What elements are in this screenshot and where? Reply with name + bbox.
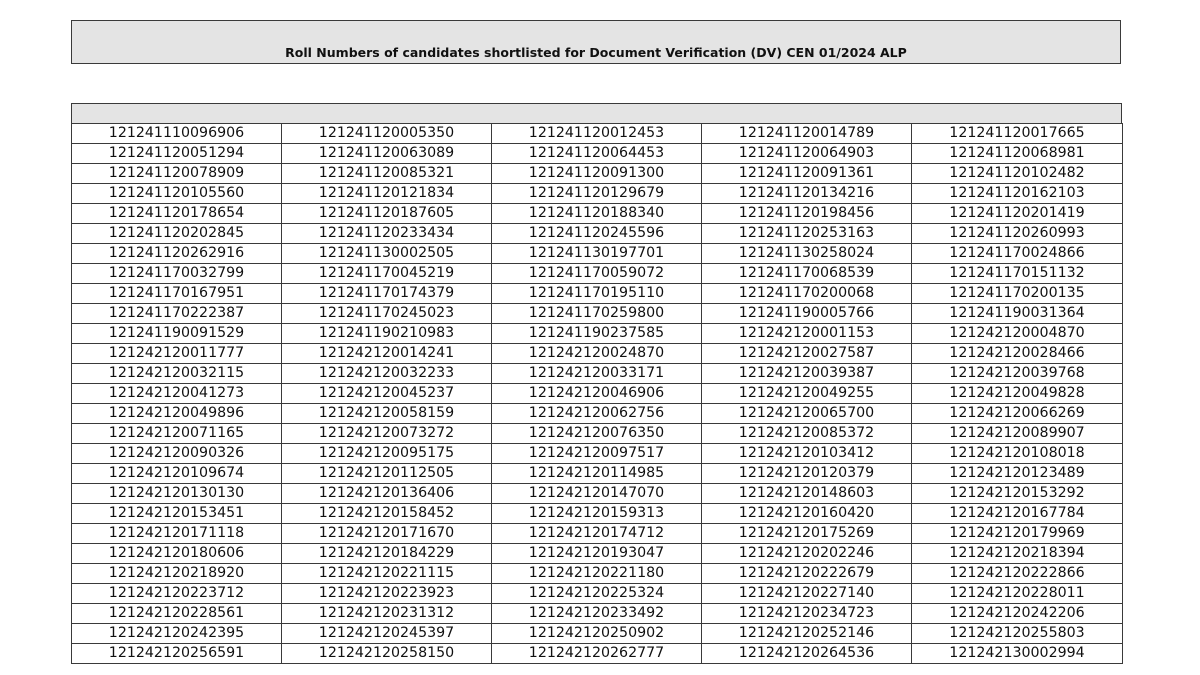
roll-number-cell: 121242120159313 bbox=[492, 504, 702, 524]
roll-number-cell: 121242120202246 bbox=[702, 544, 912, 564]
roll-number-cell: 121241120105560 bbox=[72, 184, 282, 204]
roll-number-cell: 121241130197701 bbox=[492, 244, 702, 264]
roll-number-cell: 121241120051294 bbox=[72, 144, 282, 164]
roll-number-cell: 121241170200135 bbox=[912, 284, 1123, 304]
roll-number-cell: 121242120049255 bbox=[702, 384, 912, 404]
roll-number-cell: 121241120078909 bbox=[72, 164, 282, 184]
roll-number-cell: 121242120171118 bbox=[72, 524, 282, 544]
table-row bbox=[72, 644, 1123, 664]
roll-number-cell: 121242120071165 bbox=[72, 424, 282, 444]
table-row bbox=[72, 504, 1123, 524]
roll-number-cell: 121242120085372 bbox=[702, 424, 912, 444]
table-row bbox=[72, 264, 1123, 284]
roll-number-cell: 121242120014241 bbox=[282, 344, 492, 364]
roll-number-cell: 121242120223923 bbox=[282, 584, 492, 604]
roll-number-cell: 121242120039768 bbox=[912, 364, 1123, 384]
roll-number-cell: 121242120228011 bbox=[912, 584, 1123, 604]
roll-number-cell: 121241120198456 bbox=[702, 204, 912, 224]
roll-number-cell: 121242120174712 bbox=[492, 524, 702, 544]
roll-number-cell: 121242120255803 bbox=[912, 624, 1123, 644]
roll-number-cell: 121242120046906 bbox=[492, 384, 702, 404]
roll-number-cell: 121242120171670 bbox=[282, 524, 492, 544]
roll-number-cell: 121241120017665 bbox=[912, 124, 1123, 144]
roll-number-cell: 121242120073272 bbox=[282, 424, 492, 444]
roll-number-cell: 121241120233434 bbox=[282, 224, 492, 244]
roll-number-cell: 121241190091529 bbox=[72, 324, 282, 344]
roll-number-cell: 121242120222679 bbox=[702, 564, 912, 584]
roll-number-cell: 121241190210983 bbox=[282, 324, 492, 344]
roll-number-cell: 121242120218920 bbox=[72, 564, 282, 584]
roll-number-cell: 121241120202845 bbox=[72, 224, 282, 244]
table-row bbox=[72, 244, 1123, 264]
roll-number-cell: 121242120039387 bbox=[702, 364, 912, 384]
roll-number-cell: 121241190031364 bbox=[912, 304, 1123, 324]
roll-number-cell: 121242120160420 bbox=[702, 504, 912, 524]
roll-number-cell: 121242120184229 bbox=[282, 544, 492, 564]
roll-number-cell: 121242120148603 bbox=[702, 484, 912, 504]
roll-number-cell: 121241120245596 bbox=[492, 224, 702, 244]
table-row bbox=[72, 204, 1123, 224]
roll-number-cell: 121242120231312 bbox=[282, 604, 492, 624]
table-row bbox=[72, 324, 1123, 344]
roll-number-cell: 121241120064903 bbox=[702, 144, 912, 164]
roll-number-cell: 121241120262916 bbox=[72, 244, 282, 264]
roll-number-cell: 121241190005766 bbox=[702, 304, 912, 324]
roll-number-cell: 121241120091361 bbox=[702, 164, 912, 184]
roll-number-cell: 121241130002505 bbox=[282, 244, 492, 264]
roll-number-cell: 121242120004870 bbox=[912, 324, 1123, 344]
roll-number-cell: 121242120227140 bbox=[702, 584, 912, 604]
roll-number-cell: 121241170151132 bbox=[912, 264, 1123, 284]
roll-number-cell: 121242120001153 bbox=[702, 324, 912, 344]
roll-number-cell: 121241170045219 bbox=[282, 264, 492, 284]
roll-number-cell: 121241170167951 bbox=[72, 284, 282, 304]
roll-number-cell: 121242130002994 bbox=[912, 644, 1123, 664]
roll-number-cell: 121241120134216 bbox=[702, 184, 912, 204]
table-row bbox=[72, 164, 1123, 184]
table-row bbox=[72, 444, 1123, 464]
roll-number-cell: 121242120258150 bbox=[282, 644, 492, 664]
roll-number-cell: 121242120066269 bbox=[912, 404, 1123, 424]
roll-number-cell: 121241120091300 bbox=[492, 164, 702, 184]
roll-number-cell: 121242120095175 bbox=[282, 444, 492, 464]
roll-number-cell: 121242120221180 bbox=[492, 564, 702, 584]
roll-number-cell: 121242120049828 bbox=[912, 384, 1123, 404]
table-row bbox=[72, 344, 1123, 364]
table-row bbox=[72, 124, 1123, 144]
roll-number-cell: 121242120147070 bbox=[492, 484, 702, 504]
roll-number-cell: 121242120225324 bbox=[492, 584, 702, 604]
table-row bbox=[72, 144, 1123, 164]
roll-number-cell: 121241170245023 bbox=[282, 304, 492, 324]
roll-number-cell: 121241120260993 bbox=[912, 224, 1123, 244]
roll-number-cell: 121242120223712 bbox=[72, 584, 282, 604]
roll-number-cell: 121242120011777 bbox=[72, 344, 282, 364]
table-row bbox=[72, 524, 1123, 544]
roll-number-cell: 121241120188340 bbox=[492, 204, 702, 224]
roll-number-cell: 121241120129679 bbox=[492, 184, 702, 204]
roll-number-cell: 121241120253163 bbox=[702, 224, 912, 244]
roll-number-cell: 121241120121834 bbox=[282, 184, 492, 204]
table-row bbox=[72, 284, 1123, 304]
roll-number-cell: 121241190237585 bbox=[492, 324, 702, 344]
roll-number-cell: 121242120242395 bbox=[72, 624, 282, 644]
roll-number-cell: 121242120245397 bbox=[282, 624, 492, 644]
roll-number-cell: 121242120252146 bbox=[702, 624, 912, 644]
roll-number-cell: 121242120089907 bbox=[912, 424, 1123, 444]
table-row bbox=[72, 184, 1123, 204]
title-box bbox=[71, 20, 1121, 64]
roll-number-cell: 121242120218394 bbox=[912, 544, 1123, 564]
roll-number-cell: 121242120028466 bbox=[912, 344, 1123, 364]
table-row bbox=[72, 624, 1123, 644]
roll-number-cell: 121242120264536 bbox=[702, 644, 912, 664]
roll-number-cell: 121241120102482 bbox=[912, 164, 1123, 184]
table-row bbox=[72, 544, 1123, 564]
roll-number-table-body bbox=[72, 124, 1123, 664]
roll-number-cell: 121242120193047 bbox=[492, 544, 702, 564]
roll-number-cell: 121242120233492 bbox=[492, 604, 702, 624]
roll-number-cell: 121242120120379 bbox=[702, 464, 912, 484]
roll-number-cell: 121241120178654 bbox=[72, 204, 282, 224]
roll-number-cell: 121242120130130 bbox=[72, 484, 282, 504]
roll-number-cell: 121241120063089 bbox=[282, 144, 492, 164]
roll-number-cell: 121241170032799 bbox=[72, 264, 282, 284]
roll-number-cell: 121241120014789 bbox=[702, 124, 912, 144]
roll-number-cell: 121242120123489 bbox=[912, 464, 1123, 484]
roll-number-cell: 121242120153451 bbox=[72, 504, 282, 524]
roll-number-cell: 121242120221115 bbox=[282, 564, 492, 584]
roll-number-cell: 121242120158452 bbox=[282, 504, 492, 524]
roll-number-cell: 121241170195110 bbox=[492, 284, 702, 304]
roll-number-cell: 121242120228561 bbox=[72, 604, 282, 624]
roll-number-cell: 121242120032233 bbox=[282, 364, 492, 384]
roll-number-cell: 121241170068539 bbox=[702, 264, 912, 284]
roll-number-cell: 121241110096906 bbox=[72, 124, 282, 144]
roll-number-cell: 121241120064453 bbox=[492, 144, 702, 164]
roll-number-cell: 121242120033171 bbox=[492, 364, 702, 384]
roll-number-cell: 121241170259800 bbox=[492, 304, 702, 324]
roll-number-cell: 121242120109674 bbox=[72, 464, 282, 484]
roll-number-cell: 121241120012453 bbox=[492, 124, 702, 144]
roll-number-cell: 121241120187605 bbox=[282, 204, 492, 224]
roll-number-cell: 121242120027587 bbox=[702, 344, 912, 364]
table-row bbox=[72, 364, 1123, 384]
roll-number-cell: 121242120179969 bbox=[912, 524, 1123, 544]
table-row bbox=[72, 384, 1123, 404]
roll-number-cell: 121242120041273 bbox=[72, 384, 282, 404]
roll-number-cell: 121242120108018 bbox=[912, 444, 1123, 464]
table-row bbox=[72, 564, 1123, 584]
roll-number-cell: 121241120068981 bbox=[912, 144, 1123, 164]
roll-number-cell: 121242120180606 bbox=[72, 544, 282, 564]
roll-number-cell: 121241130258024 bbox=[702, 244, 912, 264]
roll-number-cell: 121242120256591 bbox=[72, 644, 282, 664]
roll-number-cell: 121242120167784 bbox=[912, 504, 1123, 524]
roll-number-cell: 121242120136406 bbox=[282, 484, 492, 504]
roll-number-cell: 121242120103412 bbox=[702, 444, 912, 464]
roll-number-cell: 121242120153292 bbox=[912, 484, 1123, 504]
roll-number-cell: 121242120175269 bbox=[702, 524, 912, 544]
table-row bbox=[72, 304, 1123, 324]
roll-number-cell: 121242120114985 bbox=[492, 464, 702, 484]
roll-number-cell: 121242120058159 bbox=[282, 404, 492, 424]
table-row bbox=[72, 424, 1123, 444]
roll-number-cell: 121242120090326 bbox=[72, 444, 282, 464]
table-row bbox=[72, 464, 1123, 484]
roll-number-cell: 121242120097517 bbox=[492, 444, 702, 464]
roll-number-cell: 121241170174379 bbox=[282, 284, 492, 304]
roll-number-cell: 121242120062756 bbox=[492, 404, 702, 424]
roll-number-cell: 121242120250902 bbox=[492, 624, 702, 644]
roll-number-cell: 121241170200068 bbox=[702, 284, 912, 304]
roll-number-cell: 121242120222866 bbox=[912, 564, 1123, 584]
roll-number-table bbox=[71, 123, 1123, 664]
roll-number-cell: 121241120201419 bbox=[912, 204, 1123, 224]
table-header-band bbox=[71, 103, 1122, 123]
roll-number-cell: 121242120262777 bbox=[492, 644, 702, 664]
roll-number-cell: 121242120065700 bbox=[702, 404, 912, 424]
table-row bbox=[72, 224, 1123, 244]
roll-number-cell: 121242120112505 bbox=[282, 464, 492, 484]
roll-number-cell: 121241170059072 bbox=[492, 264, 702, 284]
roll-number-cell: 121242120045237 bbox=[282, 384, 492, 404]
roll-number-cell: 121241170222387 bbox=[72, 304, 282, 324]
page-title: Roll Numbers of candidates shortlisted for Document Verification (DV) CEN 01/2024 ALP bbox=[285, 45, 907, 60]
roll-number-cell: 121241120005350 bbox=[282, 124, 492, 144]
table-row bbox=[72, 404, 1123, 424]
roll-number-cell: 121242120032115 bbox=[72, 364, 282, 384]
roll-number-cell: 121242120024870 bbox=[492, 344, 702, 364]
table-row bbox=[72, 484, 1123, 504]
roll-number-cell: 121241170024866 bbox=[912, 244, 1123, 264]
roll-number-cell: 121241120162103 bbox=[912, 184, 1123, 204]
table-row bbox=[72, 584, 1123, 604]
roll-number-cell: 121242120049896 bbox=[72, 404, 282, 424]
roll-number-cell: 121242120242206 bbox=[912, 604, 1123, 624]
roll-number-cell: 121242120076350 bbox=[492, 424, 702, 444]
roll-number-cell: 121242120234723 bbox=[702, 604, 912, 624]
table-row bbox=[72, 604, 1123, 624]
roll-number-cell: 121241120085321 bbox=[282, 164, 492, 184]
